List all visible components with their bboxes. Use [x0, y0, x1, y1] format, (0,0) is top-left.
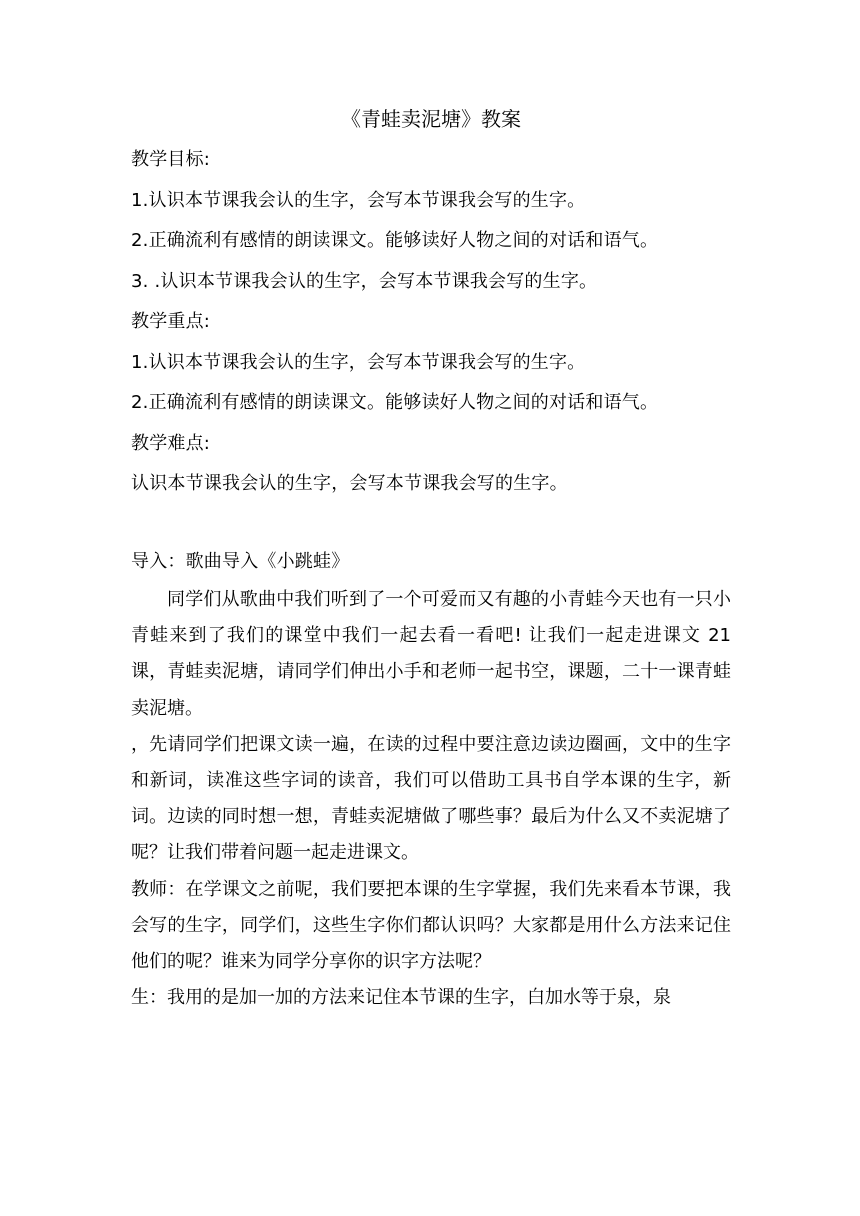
difficulties-heading: 教学难点: [131, 432, 211, 454]
intro-paragraph: 同学们从歌曲中我们听到了一个可爱而又有趣的小青蛙今天也有一只小青蛙来到了我们的课堂中我们一起去看一看吧! 让我们一起走进课文 21 课，青蛙卖泥塘，请同学们伸出小手和老师一起书空，课题，二十一课青蛙卖泥塘。 [131, 589, 731, 719]
objective-item: 2.正确流利有感情的朗读课文。能够读好人物之间的对话和语气。 [131, 230, 659, 251]
document-title: 《青蛙卖泥塘》教案 [341, 107, 521, 131]
blank-line [131, 505, 731, 542]
student-dialogue: 生：我用的是加一加的方法来记住本节课的生字，白加水等于泉，泉 [131, 987, 671, 1009]
key-point-item: 2.正确流利有感情的朗读课文。能够读好人物之间的对话和语气。 [131, 392, 659, 413]
teacher-dialogue: 教师：在学课文之前呢，我们要把本课的生字掌握，我们先来看本节课，我会写的生字，同学们，这些生字你们都认识吗？大家都是用什么方法来记住他们的呢？谁来为同学分享你的识字方法呢？ [131, 878, 731, 973]
key-points-heading: 教学重点: [131, 311, 211, 332]
reading-instructions-paragraph: ，先请同学们把课文读一遍，在读的过程中要注意边读边圈画，文中的生字和新词，读准这些字词的读音，我们可以借助工具书自学本课的生字，新词。边读的同时想一想，青蛙卖泥塘做了哪些事？最后为什么又不卖泥塘了呢？让我们带着问题一起走进课文。 [131, 733, 731, 864]
objectives-heading: 教学目标: [131, 149, 211, 170]
key-point-item: 1.认识本节课我会认的生字，会写本节课我会写的生字。 [131, 351, 586, 373]
intro-heading: 导入：歌曲导入《小跳蛙》 [131, 550, 350, 572]
objective-item: 1.认识本节课我会认的生字，会写本节课我会写的生字。 [131, 189, 586, 211]
objective-item: 3. .认识本节课我会认的生字，会写本节课我会写的生字。 [131, 270, 598, 292]
difficulties-text: 认识本节课我会认的生字，会写本节课我会写的生字。 [131, 473, 568, 494]
document-body [131, 98, 731, 1016]
